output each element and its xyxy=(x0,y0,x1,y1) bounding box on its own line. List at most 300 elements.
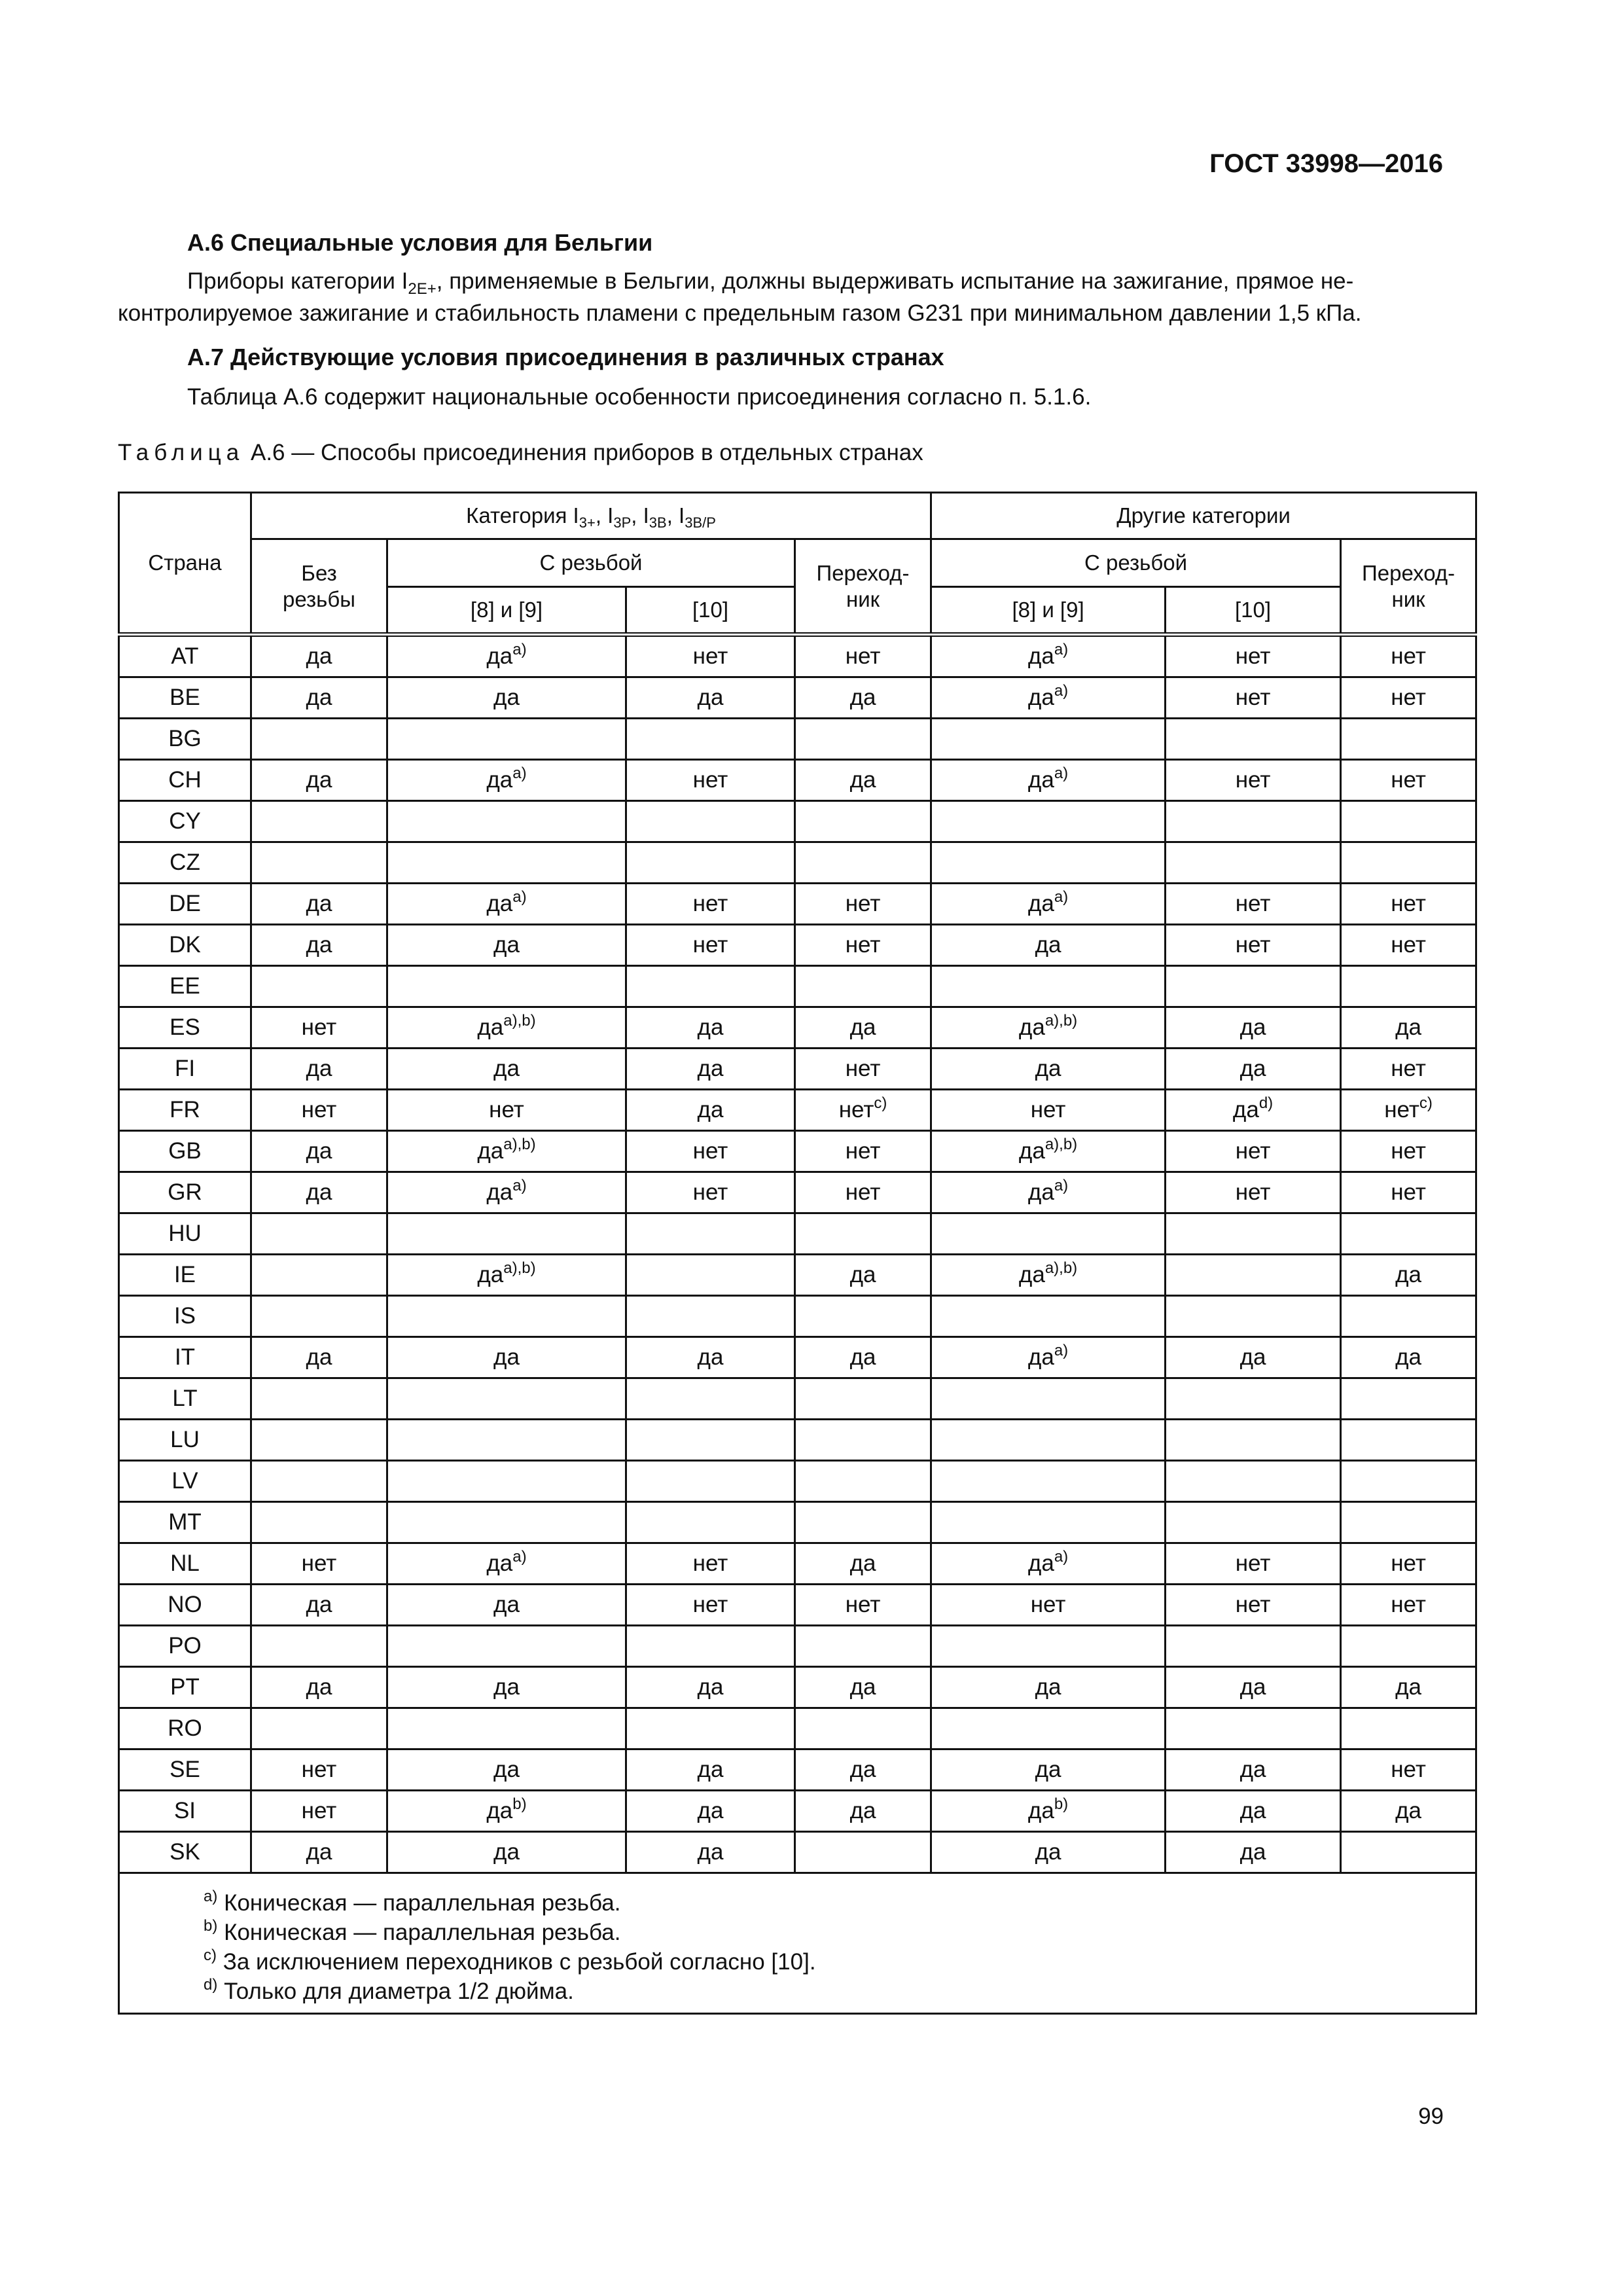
footnote-mark: d) xyxy=(1258,1094,1274,1112)
table-row xyxy=(119,1461,1476,1502)
table-cell xyxy=(387,719,626,760)
country-code-cell: NL xyxy=(119,1543,251,1585)
table-cell xyxy=(795,1378,931,1420)
country-code-cell: DE xyxy=(119,884,251,925)
table-cell: нет xyxy=(931,1585,1166,1626)
table-row xyxy=(119,1090,1476,1131)
table-cell xyxy=(795,1420,931,1461)
table-cell xyxy=(1341,801,1476,842)
footnote-mark: a),b) xyxy=(503,1136,536,1153)
table-cell: да xyxy=(251,1337,387,1378)
table-cell xyxy=(1166,1213,1341,1255)
table-cell: нет xyxy=(251,1007,387,1049)
table-cell: нет xyxy=(1341,884,1476,925)
table-cell: $да^{a)}$ xyxy=(387,760,626,801)
table-cell xyxy=(1166,1461,1341,1502)
table-row xyxy=(119,1708,1476,1749)
table-cell: да xyxy=(251,925,387,966)
table-row xyxy=(119,1626,1476,1667)
header-thread-cat3: С резьбой xyxy=(387,539,795,587)
footnote: $^{a)}$ Коническая — параллельная резьба. xyxy=(204,1888,621,1916)
country-code-cell: AT xyxy=(119,635,251,677)
footnote-mark: a) xyxy=(1054,764,1069,782)
connection-methods-table xyxy=(118,492,1477,2015)
country-code-cell: EE xyxy=(119,966,251,1007)
table-cell: да xyxy=(1166,1667,1341,1708)
table-cell: нет xyxy=(795,1131,931,1172)
table-cell: $да^{d)}$ xyxy=(1166,1090,1341,1131)
table-cell xyxy=(387,801,626,842)
footnote-mark: a),b) xyxy=(1044,1136,1078,1153)
footnote: $^{b)}$ Коническая — параллельная резьба. xyxy=(204,1917,621,1945)
footnote-mark: a) xyxy=(1054,641,1069,658)
table-row xyxy=(119,1296,1476,1337)
table-cell xyxy=(251,1626,387,1667)
table-cell: нет xyxy=(1166,1172,1341,1213)
table-header xyxy=(119,493,1476,635)
table-cell xyxy=(626,1626,795,1667)
table-cell: $да^{a)}$ xyxy=(387,1172,626,1213)
table-cell: да xyxy=(626,1667,795,1708)
table-cell: $да^{a)}$ xyxy=(931,760,1166,801)
country-code-cell: PT xyxy=(119,1667,251,1708)
table-cell: нет xyxy=(251,1090,387,1131)
table-cell: да xyxy=(795,1791,931,1832)
country-code-cell: MT xyxy=(119,1502,251,1543)
header-ref-10-cat3: [10] xyxy=(626,587,795,635)
table-cell: да xyxy=(1166,1337,1341,1378)
table-cell xyxy=(387,1378,626,1420)
country-code-cell: SE xyxy=(119,1749,251,1791)
table-cell: да xyxy=(1341,1337,1476,1378)
table-cell xyxy=(251,1296,387,1337)
footnote-mark: a) xyxy=(1054,1342,1069,1359)
table-cell xyxy=(387,1420,626,1461)
table-cell: да xyxy=(251,1049,387,1090)
table-cell: нет xyxy=(1166,1131,1341,1172)
table-cell xyxy=(251,1502,387,1543)
footnote-mark: c) xyxy=(1419,1094,1433,1112)
table-cell: да xyxy=(1166,1007,1341,1049)
table-cell: да xyxy=(795,1007,931,1049)
table-cell xyxy=(626,1420,795,1461)
table-cell xyxy=(931,1378,1166,1420)
table-cell: нет xyxy=(1341,635,1476,677)
footnote-mark: c) xyxy=(874,1094,887,1112)
table-cell: да xyxy=(1341,1791,1476,1832)
table-cell xyxy=(251,719,387,760)
footnote-mark: a),b) xyxy=(1044,1012,1078,1030)
table-cell xyxy=(1166,966,1341,1007)
table-cell xyxy=(251,966,387,1007)
table-row xyxy=(119,635,1476,677)
footnote-mark: a),b) xyxy=(1044,1259,1078,1277)
table-cell: да xyxy=(795,760,931,801)
table-cell xyxy=(251,1708,387,1749)
table-cell xyxy=(1341,1832,1476,1873)
table-cell xyxy=(251,842,387,884)
table-cell: $да^{a)}$ xyxy=(387,884,626,925)
table-cell: нет xyxy=(795,635,931,677)
table-cell: да xyxy=(626,1007,795,1049)
table-cell xyxy=(1166,719,1341,760)
table-cell: нет xyxy=(795,1585,931,1626)
footnote-mark: a) xyxy=(1054,1177,1069,1194)
table-body xyxy=(119,635,1476,1873)
table-cell xyxy=(251,1213,387,1255)
table-cell: да xyxy=(251,1832,387,1873)
header-ref-8-9-cat3: [8] и [9] xyxy=(387,587,626,635)
table-cell xyxy=(387,842,626,884)
header-category-group: Категория $I_{3+}$, $I_{3P}$, $I_{3B}$, $I_{3B/P}$ xyxy=(251,493,931,539)
table-cell xyxy=(626,1255,795,1296)
table-cell: да xyxy=(387,1337,626,1378)
table-footnotes xyxy=(119,1873,1476,2014)
table-cell xyxy=(626,1502,795,1543)
table-cell: да xyxy=(387,1667,626,1708)
table-row xyxy=(119,1213,1476,1255)
table-cell: да xyxy=(795,677,931,719)
table-cell: да xyxy=(626,677,795,719)
country-code-cell: IE xyxy=(119,1255,251,1296)
country-code-cell: CY xyxy=(119,801,251,842)
table-cell xyxy=(931,1420,1166,1461)
table-cell xyxy=(626,719,795,760)
table-cell xyxy=(795,842,931,884)
table-cell xyxy=(795,1626,931,1667)
table-row xyxy=(119,1131,1476,1172)
table-caption: Таблица А.6 — Способы присоединения приборов в отдельных странах xyxy=(118,440,923,465)
header-adapter-cat3: Переход- ник xyxy=(795,539,931,635)
table-cell: нет xyxy=(795,884,931,925)
country-code-cell: GR xyxy=(119,1172,251,1213)
header-no-thread: Без резьбы xyxy=(251,539,387,635)
table-cell xyxy=(626,1378,795,1420)
table-cell: да xyxy=(1166,1049,1341,1090)
footnote-mark: a) xyxy=(1054,888,1069,906)
table-cell xyxy=(1166,1255,1341,1296)
table-cell: нет xyxy=(1166,884,1341,925)
table-cell xyxy=(251,801,387,842)
table-cell: да xyxy=(251,635,387,677)
table-cell: да xyxy=(626,1090,795,1131)
table-cell: нет xyxy=(626,1585,795,1626)
table-row xyxy=(119,1420,1476,1461)
country-code-cell: GB xyxy=(119,1131,251,1172)
table-cell: нет xyxy=(795,1172,931,1213)
table-cell: да xyxy=(1166,1749,1341,1791)
country-code-cell: PO xyxy=(119,1626,251,1667)
table-cell: нет xyxy=(795,1049,931,1090)
table-cell xyxy=(795,1502,931,1543)
country-code-cell: BG xyxy=(119,719,251,760)
table-cell xyxy=(387,966,626,1007)
footnote-mark: a) xyxy=(512,1177,527,1194)
table-cell: да xyxy=(387,925,626,966)
table-row xyxy=(119,1255,1476,1296)
table-cell: нет xyxy=(1166,635,1341,677)
table-cell: да xyxy=(1341,1007,1476,1049)
table-cell: да xyxy=(626,1791,795,1832)
table-row xyxy=(119,966,1476,1007)
table-cell: нет xyxy=(1341,925,1476,966)
table-cell xyxy=(1166,1378,1341,1420)
footnote-mark: a) xyxy=(1054,682,1069,700)
table-cell xyxy=(387,1461,626,1502)
table-row xyxy=(119,760,1476,801)
table-cell: нет xyxy=(251,1749,387,1791)
footnote-mark: a) xyxy=(512,888,527,906)
table-cell xyxy=(626,1461,795,1502)
section-a7-heading: А.7 Действующие условия присоединения в различных странах xyxy=(187,344,944,370)
table-cell: $да^{b)}$ xyxy=(931,1791,1166,1832)
footnote-mark: a) xyxy=(512,1548,527,1566)
country-code-cell: LU xyxy=(119,1420,251,1461)
table-cell: да xyxy=(626,1049,795,1090)
table-cell xyxy=(931,1502,1166,1543)
table-cell: нет xyxy=(1341,1543,1476,1585)
table-cell: $да^{a),b)}$ xyxy=(931,1007,1166,1049)
table-cell xyxy=(251,1420,387,1461)
footnote-mark: a) xyxy=(1054,1548,1069,1566)
table-cell: да xyxy=(931,1832,1166,1873)
table-cell: $да^{a),b)}$ xyxy=(387,1007,626,1049)
table-cell xyxy=(251,1378,387,1420)
country-code-cell: RO xyxy=(119,1708,251,1749)
table-row xyxy=(119,1502,1476,1543)
table-cell xyxy=(1341,1502,1476,1543)
table-cell: да xyxy=(795,1667,931,1708)
table-cell xyxy=(1166,842,1341,884)
page-number: 99 xyxy=(1418,2104,1444,2129)
table-cell xyxy=(626,842,795,884)
table-cell: нет xyxy=(626,760,795,801)
table-cell: $да^{a)}$ xyxy=(387,1543,626,1585)
table-cell: да xyxy=(387,1749,626,1791)
table-cell xyxy=(795,801,931,842)
table-row xyxy=(119,801,1476,842)
table-cell: нет xyxy=(1341,677,1476,719)
table-cell: нет xyxy=(1166,925,1341,966)
table-cell: да xyxy=(251,1131,387,1172)
section-a7-paragraph: Таблица А.6 содержит национальные особенности присоединения согласно п. 5.1.6. xyxy=(187,384,1092,410)
table-cell xyxy=(251,1255,387,1296)
footnote-mark: a),b) xyxy=(503,1012,536,1030)
footnote-mark: a) xyxy=(512,764,527,782)
table-row xyxy=(119,1337,1476,1378)
table-cell xyxy=(795,719,931,760)
table-cell: да xyxy=(387,677,626,719)
table-row xyxy=(119,1749,1476,1791)
table-cell: нет xyxy=(387,1090,626,1131)
table-cell xyxy=(931,1461,1166,1502)
table-cell xyxy=(931,801,1166,842)
table-cell xyxy=(387,1213,626,1255)
table-row xyxy=(119,1007,1476,1049)
table-cell: нет xyxy=(626,1172,795,1213)
table-cell xyxy=(931,1296,1166,1337)
table-cell xyxy=(1341,1461,1476,1502)
table-cell xyxy=(387,1708,626,1749)
table-cell: да xyxy=(251,884,387,925)
table-cell: да xyxy=(626,1749,795,1791)
footnote: $^{d)}$ Только для диаметра 1/2 дюйма. xyxy=(204,1976,574,2004)
table-cell xyxy=(1341,1626,1476,1667)
table-cell: нет$^{c)}$ xyxy=(1341,1090,1476,1131)
table-cell: нет xyxy=(1166,677,1341,719)
table-cell: нет xyxy=(1341,1749,1476,1791)
table-cell: нет xyxy=(1341,1131,1476,1172)
table-cell xyxy=(931,1708,1166,1749)
country-code-cell: FR xyxy=(119,1090,251,1131)
table-cell xyxy=(626,1296,795,1337)
table-row xyxy=(119,677,1476,719)
table-cell: $да^{a)}$ xyxy=(931,635,1166,677)
footnote-mark: b) xyxy=(512,1795,527,1813)
table-row xyxy=(119,1543,1476,1585)
table-cell: $да^{a),b)}$ xyxy=(931,1255,1166,1296)
table-cell: да xyxy=(795,1543,931,1585)
table-cell: $да^{b)}$ xyxy=(387,1791,626,1832)
table-cell: нет xyxy=(1341,1049,1476,1090)
table-cell: да xyxy=(1166,1832,1341,1873)
table-cell: нет xyxy=(626,1131,795,1172)
table-cell: нет xyxy=(626,635,795,677)
country-code-cell: IT xyxy=(119,1337,251,1378)
section-a6-line2: контролируемое зажигание и стабильность пламени с предельным газом G231 при минимальном давлении 1,5 кПа. xyxy=(118,300,1362,326)
table-cell xyxy=(795,1832,931,1873)
table-cell: нет xyxy=(1166,760,1341,801)
country-code-cell: CH xyxy=(119,760,251,801)
table-cell xyxy=(795,1461,931,1502)
table-cell xyxy=(795,1296,931,1337)
country-code-cell: SK xyxy=(119,1832,251,1873)
country-code-cell: LV xyxy=(119,1461,251,1502)
table-cell: да xyxy=(1341,1255,1476,1296)
table-cell: да xyxy=(1341,1667,1476,1708)
table-cell xyxy=(931,1626,1166,1667)
table-cell xyxy=(931,842,1166,884)
table-row xyxy=(119,1378,1476,1420)
table-cell: да xyxy=(931,1749,1166,1791)
table-cell: нет xyxy=(251,1791,387,1832)
footnote-mark: a),b) xyxy=(503,1259,536,1277)
table-cell xyxy=(931,966,1166,1007)
table-cell xyxy=(1166,1420,1341,1461)
table-cell: нет xyxy=(1166,1585,1341,1626)
country-code-cell: ES xyxy=(119,1007,251,1049)
table-cell xyxy=(1341,719,1476,760)
header-country: Страна xyxy=(119,493,251,635)
table-cell: нет xyxy=(795,925,931,966)
table-cell: да xyxy=(251,1585,387,1626)
table-row xyxy=(119,1049,1476,1090)
table-cell xyxy=(1166,801,1341,842)
table-cell: нет xyxy=(1341,760,1476,801)
country-code-cell: HU xyxy=(119,1213,251,1255)
country-code-cell: LT xyxy=(119,1378,251,1420)
country-code-cell: FI xyxy=(119,1049,251,1090)
header-thread-other: С резьбой xyxy=(931,539,1341,587)
table-cell: да xyxy=(251,1172,387,1213)
table-cell: нет xyxy=(626,884,795,925)
table-row xyxy=(119,719,1476,760)
table-cell xyxy=(387,1502,626,1543)
table-cell: $да^{a)}$ xyxy=(931,884,1166,925)
table-cell: да xyxy=(626,1832,795,1873)
header-other-categories: Другие категории xyxy=(931,493,1476,539)
table-cell: $да^{a)}$ xyxy=(931,1172,1166,1213)
header-adapter-other: Переход- ник xyxy=(1341,539,1476,635)
table-row xyxy=(119,884,1476,925)
table-cell: $да^{a),b)}$ xyxy=(387,1255,626,1296)
section-a6-line1: Приборы категории $I_{2E+}$, применяемые в Бельгии, должны выдерживать испытание на зажигание, прямое не- xyxy=(187,268,1354,298)
table-cell: нет xyxy=(1341,1585,1476,1626)
table-cell xyxy=(626,801,795,842)
table-cell xyxy=(387,1626,626,1667)
table-cell xyxy=(1166,1708,1341,1749)
table-cell: нет xyxy=(626,925,795,966)
table-cell xyxy=(251,1461,387,1502)
country-code-cell: BE xyxy=(119,677,251,719)
table-cell: да xyxy=(795,1337,931,1378)
country-code-cell: DK xyxy=(119,925,251,966)
table-cell: да xyxy=(387,1585,626,1626)
table-cell: нет$^{c)}$ xyxy=(795,1090,931,1131)
section-a6-heading: А.6 Специальные условия для Бельгии xyxy=(187,229,653,256)
table-cell: да xyxy=(795,1255,931,1296)
table-cell: нет xyxy=(626,1543,795,1585)
table-row xyxy=(119,1832,1476,1873)
country-code-cell: NO xyxy=(119,1585,251,1626)
header-ref-10-other: [10] xyxy=(1166,587,1341,635)
table-cell xyxy=(626,1708,795,1749)
table-cell xyxy=(931,719,1166,760)
table-cell xyxy=(1166,1626,1341,1667)
table-cell: да xyxy=(931,925,1166,966)
table-cell: $да^{a)}$ xyxy=(931,1543,1166,1585)
table-cell xyxy=(1341,966,1476,1007)
table-cell: да xyxy=(931,1049,1166,1090)
table-cell xyxy=(1341,1708,1476,1749)
footnote-mark: a) xyxy=(512,641,527,658)
table-cell: да xyxy=(795,1749,931,1791)
table-cell: да xyxy=(251,1667,387,1708)
table-cell: да xyxy=(626,1337,795,1378)
table-row xyxy=(119,1585,1476,1626)
table-cell xyxy=(1341,1420,1476,1461)
header-ref-8-9-other: [8] и [9] xyxy=(931,587,1166,635)
country-code-cell: SI xyxy=(119,1791,251,1832)
table-cell: нет xyxy=(1166,1543,1341,1585)
country-code-cell: CZ xyxy=(119,842,251,884)
table-cell xyxy=(1341,842,1476,884)
table-cell xyxy=(1341,1378,1476,1420)
table-cell xyxy=(626,966,795,1007)
standard-number: ГОСТ 33998—2016 xyxy=(1209,149,1443,178)
table-cell: $да^{a),b)}$ xyxy=(931,1131,1166,1172)
table-cell: да xyxy=(251,677,387,719)
table-cell: да xyxy=(251,760,387,801)
table-cell: $да^{a)}$ xyxy=(931,677,1166,719)
table-row xyxy=(119,842,1476,884)
table-cell xyxy=(931,1213,1166,1255)
footnote: $^{c)}$ За исключением переходников с резьбой согласно [10]. xyxy=(204,1946,816,1975)
table-cell: нет xyxy=(1341,1172,1476,1213)
table-cell xyxy=(1166,1296,1341,1337)
table-cell: нет xyxy=(931,1090,1166,1131)
footnote-mark: b) xyxy=(1054,1795,1069,1813)
